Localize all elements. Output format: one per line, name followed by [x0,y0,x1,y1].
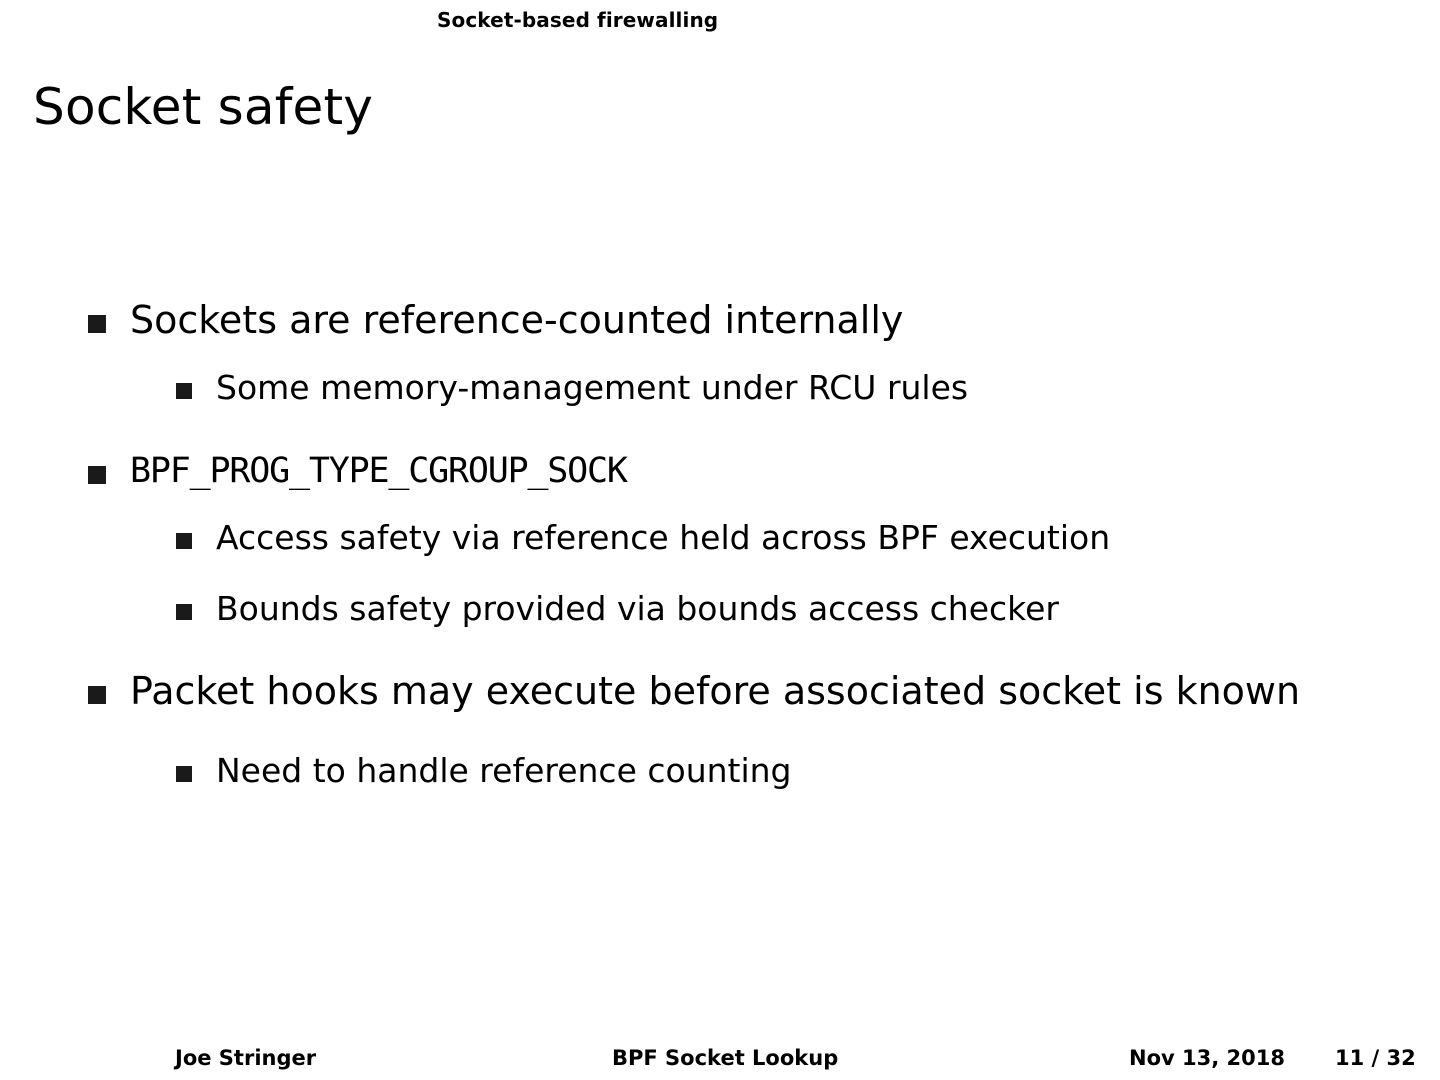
square-bullet-icon [88,315,106,333]
bullet-item [88,446,627,496]
square-bullet-icon [176,383,192,399]
slide-title: Socket safety [33,78,374,136]
square-bullet-icon [176,533,192,549]
bullet-code-text: BPF_PROG_TYPE_CGROUP_SOCK [130,451,627,491]
sub-bullet-item [176,515,1110,559]
sub-bullet-item [176,748,792,792]
bullet-text: Sockets are reference-counted internally [130,298,904,342]
sub-bullet-text: Access safety via reference held across BPF execution [216,517,1111,557]
square-bullet-icon [176,604,192,620]
sub-bullet-item [176,586,1059,630]
bullet-item [88,666,1300,716]
section-header: Socket-based firewalling [437,8,719,32]
sub-bullet-item [176,365,968,409]
footer-page-number: 11 / 32 [1335,1046,1416,1070]
sub-bullet-text: Some memory-management under RCU rules [216,367,969,407]
square-bullet-icon [88,686,106,704]
square-bullet-icon [88,466,106,484]
bullet-item [88,295,903,345]
sub-bullet-text: Bounds safety provided via bounds access checker [216,588,1059,628]
sub-bullet-text: Need to handle reference counting [216,750,792,790]
footer-date: Nov 13, 2018 [1129,1046,1285,1070]
footer-talk-title: BPF Socket Lookup [612,1046,839,1070]
bullet-text: Packet hooks may execute before associated socket is known [130,669,1301,713]
footer-author: Joe Stringer [175,1046,317,1070]
square-bullet-icon [176,766,192,782]
